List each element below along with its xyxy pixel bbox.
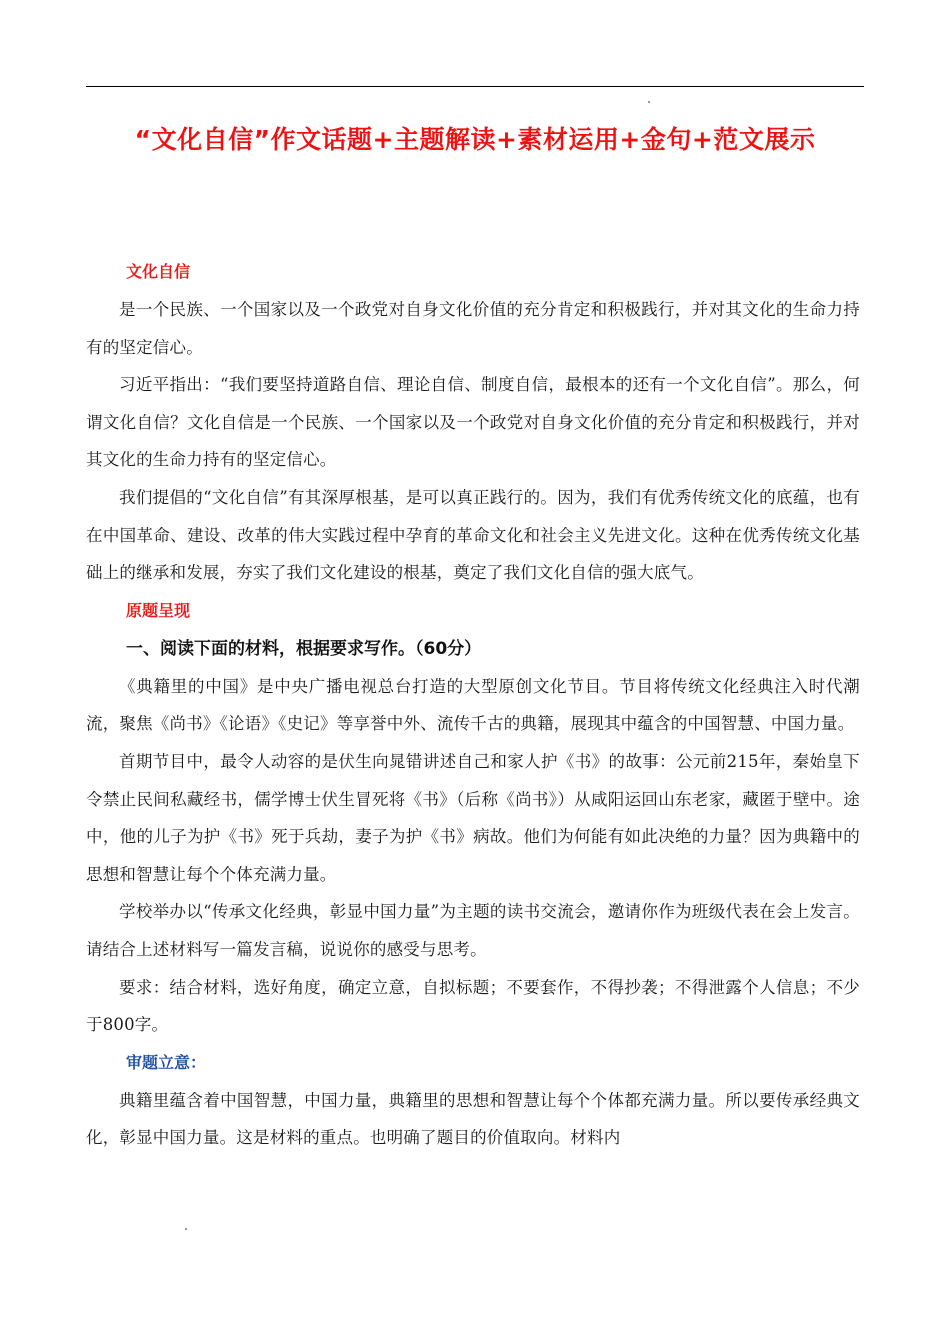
document-body: [86, 253, 860, 1157]
paragraph: 习近平指出：“我们要坚持道路自信、理论自信、制度自信，最根本的还有一个文化自信”。那么，何谓文化自信？文化自信是一个民族、一个国家以及一个政党对自身文化价值的充分肯定和积极践行，并对其文化的生命力持有的坚定信心。: [86, 375, 860, 470]
section-heading-original-question: 原题呈现: [126, 600, 191, 620]
paragraph: 典籍里蕴含着中国智慧，中国力量，典籍里的思想和智慧让每个个体都充满力量。所以要传承经典文化，彰显中国力量。这是材料的重点。也明确了题目的价值取向。材料内: [86, 1090, 860, 1148]
document-title: “文化自信”作文话题+主题解读+素材运用+金句+范文展示: [134, 125, 816, 154]
paragraph: 是一个民族、一个国家以及一个政党对自身文化价值的充分肯定和积极践行，并对其文化的生命力持有的坚定信心。: [86, 300, 860, 357]
paragraph: 《典籍里的中国》是中央广播电视总台打造的大型原创文化节目。节目将传统文化经典注入时代潮流，聚焦《尚书》《论语》《史记》等享誉中外、流传千古的典籍，展现其中蕴含的中国智慧、中国力量。: [86, 676, 860, 734]
paragraph: 首期节目中，最令人动容的是伏生向晁错讲述自己和家人护《书》的故事：公元前215年，秦始皇下令禁止民间私藏经书，儒学博士伏生冒死将《书》（后称《尚书》）从咸阳运回山东老家，藏匿于壁中。途中，他的儿子为护《书》死于兵劫，妻子为护《书》病故。他们为何能有如此决绝的力量？因为典籍中的思想和智慧让每个个体充满力量。: [86, 751, 860, 884]
paragraph: 学校举办以“传承文化经典，彰显中国力量”为主题的读书交流会，邀请你作为班级代表在会上发言。请结合上述材料写一篇发言稿，说说你的感受与思考。: [86, 902, 860, 959]
question-prompt: 一、阅读下面的材料，根据要求写作。（60分）: [126, 638, 482, 659]
section-heading-culture-confidence: 文化自信: [126, 262, 191, 281]
header-rule: [86, 86, 864, 87]
paragraph: 我们提倡的“文化自信”有其深厚根基，是可以真正践行的。因为，我们有优秀传统文化的底蕴，也有在中国革命、建设、改革的伟大实践过程中孕育的革命文化和社会主义先进文化。这种在优秀传统文化基础上的继承和发展，夯实了我们文化建设的根基，奠定了我们文化自信的强大底气。: [86, 487, 860, 583]
speck-mark: [648, 101, 650, 103]
paragraph: 要求：结合材料，选好角度，确定立意，自拟标题；不要套作，不得抄袭；不得泄露个人信息；不少于800字。: [86, 977, 860, 1035]
speck-mark: [185, 1228, 187, 1230]
section-heading-analysis: 审题立意：: [126, 1052, 207, 1072]
